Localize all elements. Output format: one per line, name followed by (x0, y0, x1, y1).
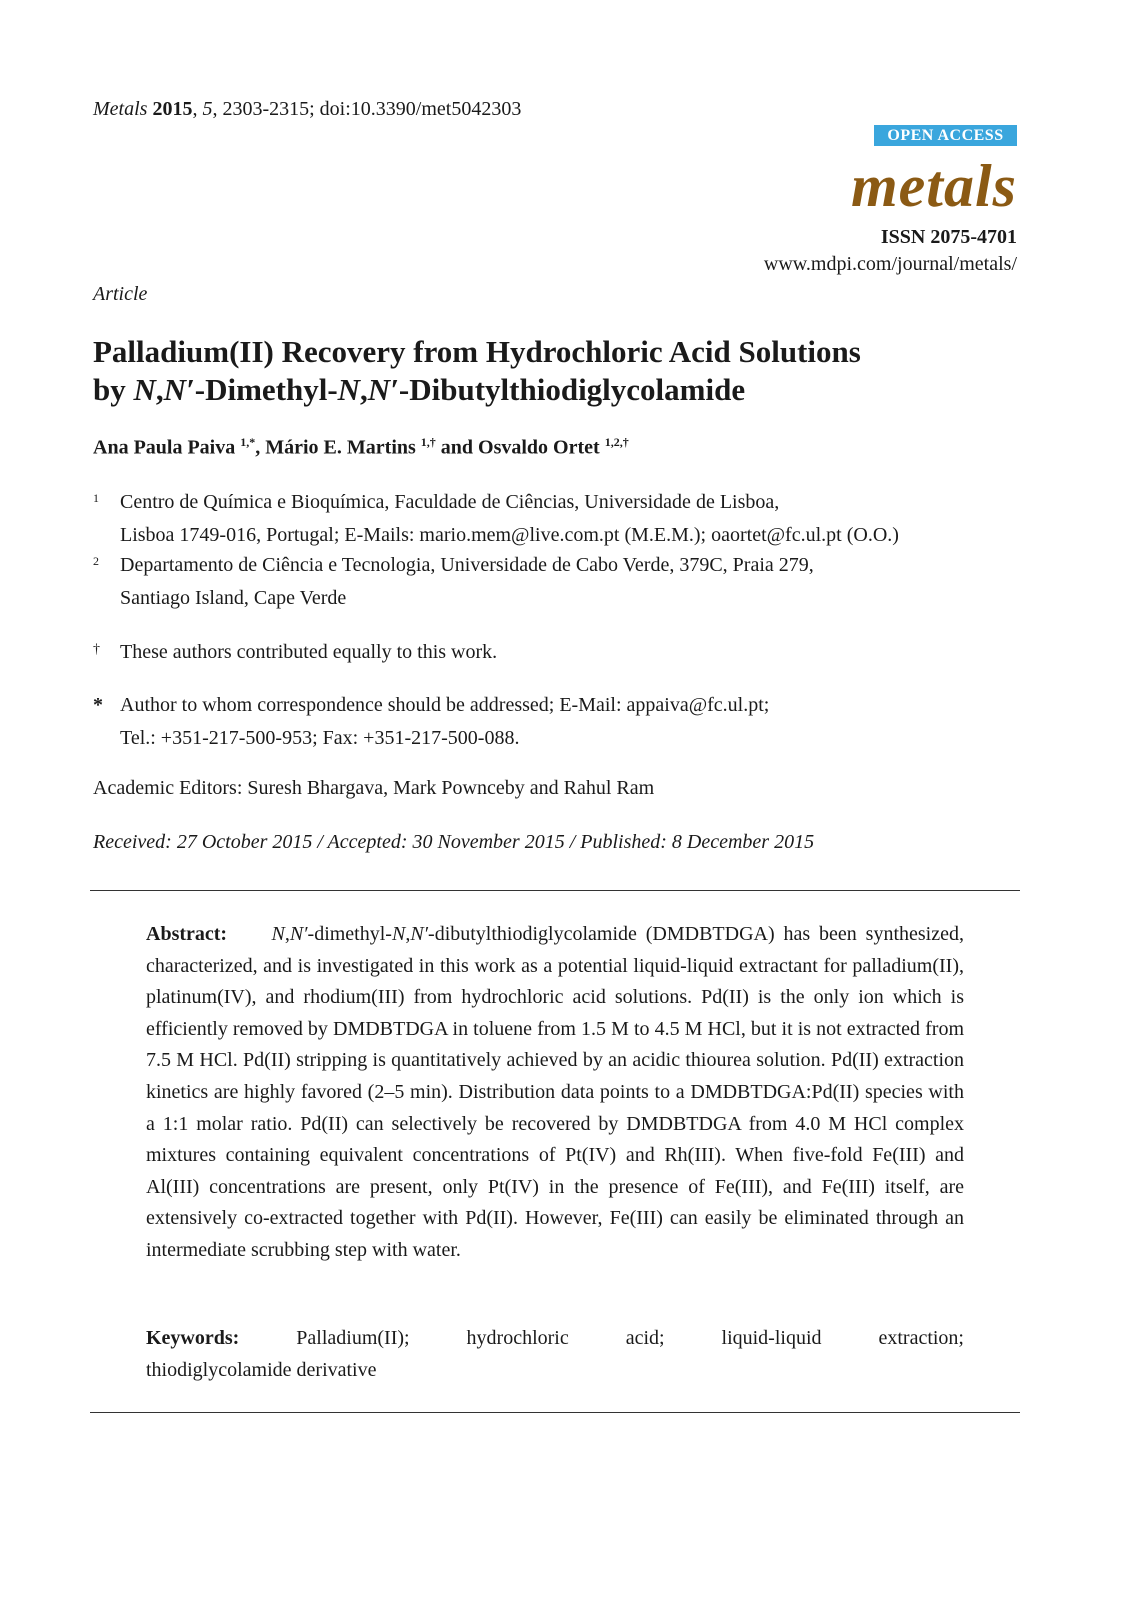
article-title (93, 333, 1053, 409)
keyword: extraction; (878, 1327, 964, 1349)
journal-citation: Metals 2015, 5, 2303-2315; doi:10.3390/met5042303 (93, 98, 522, 120)
affiliation-2: 2 Departamento de Ciência e Tecnologia, Universidade de Cabo Verde, 379C, Praia 279, Santiago Island, Cape Verde (93, 554, 814, 609)
affiliation-1: 1 Centro de Química e Bioquímica, Faculdade de Ciências, Universidade de Lisboa, Lisboa 1749-016, Portugal; E-Mails: mario.mem@live.com.pt (M.E.M.); oaortet@fc.ul.pt (O.O.) (93, 491, 899, 546)
open-access-badge: OPEN ACCESS (874, 125, 1017, 146)
citation-volume: 5 (202, 98, 213, 120)
article-type: Article (93, 283, 148, 305)
citation-pages-doi[interactable]: , 2303-2315; doi:10.3390/met5042303 (212, 98, 522, 120)
citation-year: 2015 (152, 98, 193, 120)
keyword: Palladium(II); (296, 1327, 410, 1349)
title-line-1: Palladium(II) Recovery from Hydrochloric Acid Solutions (93, 334, 861, 369)
issn: ISSN 2075-4701 (880, 226, 1017, 248)
abstract: Abstract: N,N′-dimethyl-N,N′-dibutylthiodiglycolamide (DMDBTDGA) has been synthesized, characterized, and is investigated in this work as a potential liquid-liquid extractant for palladium(II), platinum(IV), and rhodium(III) from hydrochloric acid solutions. Pd(II) is the only ion which is efficiently removed by DMDBTDGA in toluene from 1.5 M to 4.5 M HCl, but it is not extracted from 7.5 M HCl. Pd(II) stripping is quantitatively achieved by an acidic thiourea solution. Pd(II) extraction kinetics are highly favored (2–5 min). Distribution data points to a DMDBTDGA:Pd(II) species with a 1:1 molar ratio. Pd(II) can selectively be recovered by DMDBTDGA from 4.0 M HCl complex mixtures containing equivalent concentrations of Pt(IV) and Rh(III). When five-fold Fe(III) and Al(III) concentrations are present, only Pt(IV) in the presence of Fe(III), and Fe(III) itself, are extensively co-extracted together with Pd(II). However, Fe(III) can easily be eliminated through an intermediate scrubbing step with water. (146, 923, 964, 1261)
keyword: liquid-liquid (721, 1327, 822, 1349)
journal-url[interactable]: www.mdpi.com/journal/metals/ (763, 253, 1017, 275)
author-list: Ana Paula Paiva $^{1,*}$, Mário E. Martins $^{1,\dagger}$ and Osvaldo Ortet $^{1,2,\dagger}$ (93, 435, 629, 459)
dagger-mark: † (93, 642, 100, 657)
abstract-label: Abstract: (146, 923, 228, 945)
citation-journal: Metals (93, 98, 148, 120)
star-mark: * (93, 694, 103, 716)
author-2: , Mário E. Martins (255, 436, 421, 459)
correspondence-note: * Author to whom correspondence should be addressed; E-Mail: appaiva@fc.ul.pt; Tel.: +351-217-500-953; Fax: +351-217-500-088. (93, 689, 1033, 755)
keyword: thiodiglycolamide derivative (146, 1359, 377, 1381)
top-divider (90, 890, 1020, 891)
keywords (146, 1322, 964, 1386)
abstract-text: -dibutylthiodiglycolamide (DMDBTDGA) has been synthesized, characterized, and is investigated in this work as a potential liquid-liquid extractant for palladium(II), platinum(IV), and rhodium(III) from hydrochloric acid solutions. Pd(II) is the only ion which is efficiently removed by DMDBTDGA in toluene from 1.5 M to 4.5 M HCl, but it is not extracted from 7.5 M HCl. Pd(II) stripping is quantitatively achieved by an acidic thiourea solution. Pd(II) extraction kinetics are highly favored (2–5 min). Distribution data points to a DMDBTDGA:Pd(II) species with a 1:1 molar ratio. Pd(II) can selectively be recovered by DMDBTDGA from 4.0 M HCl complex mixtures containing equivalent concentrations of Pt(IV) and Rh(III). When five-fold Fe(III) and Al(III) concentrations are present, only Pt(IV) in the presence of Fe(III), and Fe(III) itself, are extensively co-extracted together with Pd(II). However, Fe(III) can easily be eliminated through an intermediate scrubbing step with water. (146, 923, 964, 1261)
journal-logo: metals (851, 153, 1017, 219)
keyword: acid; (625, 1327, 665, 1349)
author-1: Ana Paula Paiva (93, 436, 241, 459)
keyword: hydrochloric (466, 1327, 569, 1349)
author-3: and Osvaldo Ortet (435, 436, 605, 459)
equal-contribution-note: † These authors contributed equally to this work. (93, 636, 1033, 669)
academic-editors: Academic Editors: Suresh Bhargava, Mark Pownceby and Rahul Ram (93, 777, 655, 799)
keywords-label: Keywords: (146, 1327, 240, 1349)
bottom-divider (90, 1412, 1020, 1413)
publication-dates: Received: 27 October 2015 / Accepted: 30 November 2015 / Published: 8 December 2015 (93, 831, 815, 853)
title-line-2: by N,N′-Dimethyl-N,N′-Dibutylthiodiglycolamide (93, 372, 746, 407)
